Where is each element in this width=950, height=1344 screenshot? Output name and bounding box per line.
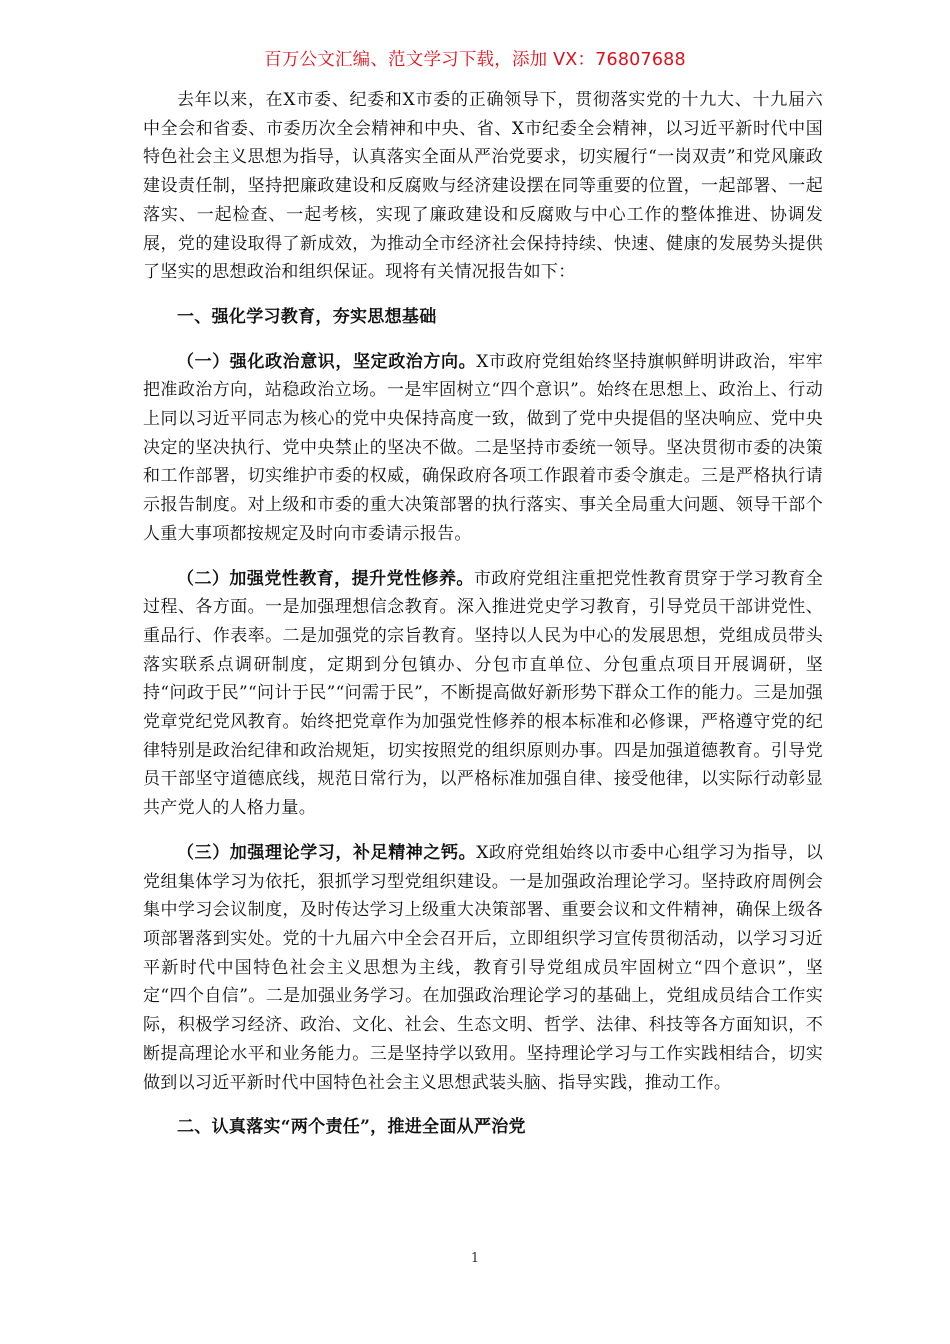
section-heading-1: 一、强化学习教育，夯实思想基础 <box>177 306 437 327</box>
item-text-2: 市政府党组注重把党性教育贯穿于学习教育全过程、各方面。一是加强理想信念教育。深入推进党史学习教育，引导党员干部讲党性、重品行、作表率。二是加强党的宗旨教育。坚持以人民为中心的发展思想，党组成员带头落实联系点调研制度，定期到分包镇办、分包市直单位、分包重点项目开展调研，坚持“问政于民”“问计于民”“问需于民”，不断提高做好新形势下群众工作的能力。三是加强党章党纪党风教育。始终把党章作为加强党性修养的根本标准和必修课，严格遵守党的纪律特别是政治纪律和政治规矩，切实按照党的组织原则办事。四是加强道德教育。引导党员干部坚守道德底线，规范日常行为，以严格标准加强自律、接受他律，以实际行动彰显共产党人的人格力量。 <box>143 568 823 819</box>
watermark-banner: 百万公文汇编、范文学习下载，添加 VX：76807688 <box>264 50 686 70</box>
document-body <box>143 86 823 1158</box>
item-lead-3: （三）加强理论学习，补足精神之钙。 <box>177 842 477 863</box>
item-lead-1: （一）强化政治意识，坚定政治方向。 <box>177 351 477 372</box>
item-lead-2: （二）加强党性教育，提升党性修养。 <box>177 568 474 589</box>
page-number: 1 <box>470 1251 480 1266</box>
section-heading-2: 二、认真落实“两个责任”，推进全面从严治党 <box>177 1117 526 1138</box>
item-text-1: X市政府党组始终坚持旗帜鲜明讲政治，牢牢把准政治方向，站稳政治立场。一是牢固树立“四个意识”。始终在思想上、政治上、行动上同以习近平同志为核心的党中央保持高度一致，做到了党中央提倡的坚决响应、党中央决定的坚决执行、党中央禁止的坚决不做。二是坚持市委统一领导。坚决贯彻市委的决策和工作部署，切实维护市委的权威，确保政府各项工作跟着市委令旗走。三是严格执行请示报告制度。对上级和市委的重大决策部署的执行落实、事关全局重大问题、领导干部个人重大事项都按规定及时向市委请示报告。 <box>143 351 823 544</box>
intro-paragraph: 去年以来，在X市委、纪委和X市委的正确领导下，贯彻落实党的十九大、十九届六中全会和省委、市委历次全会精神和中央、省、X市纪委全会精神，以习近平新时代中国特色社会主义思想为指导，认真落实全面从严治党要求，切实履行“一岗双责”和党风廉政建设责任制，坚持把廉政建设和反腐败与经济建设摆在同等重要的位置，一起部署、一起落实、一起检查、一起考核，实现了廉政建设和反腐败与中心工作的整体推进、协调发展，党的建设取得了新成效，为推动全市经济社会保持持续、快速、健康的发展势头提供了坚实的思想政治和组织保证。现将有关情况报告如下： <box>143 90 823 283</box>
item-paragraph-2 <box>143 565 823 823</box>
item-paragraph-3 <box>143 839 823 1097</box>
item-text-3: X政府党组始终以市委中心组学习为指导，以党组集体学习为依托，狠抓学习型党组织建设。一是加强政治理论学习。坚持政府周例会集中学习会议制度，及时传达学习上级重大决策部署、重要会议和文件精神，确保上级各项部署落到实处。党的十九届六中全会召开后，立即组织学习宣传贯彻活动，以学习习近平新时代中国特色社会主义思想为主线，教育引导党组成员牢固树立“四个意识”，坚定“四个自信”。二是加强业务学习。在加强政治理论学习的基础上，党组成员结合工作实际，积极学习经济、政治、文化、社会、生态文明、哲学、法律、科技等各方面知识，不断提高理论水平和业务能力。三是坚持学以致用。坚持理论学习与工作实践相结合，切实做到以习近平新时代中国特色社会主义思想武装头脑、指导实践，推动工作。 <box>143 842 823 1093</box>
item-paragraph-1 <box>143 348 823 549</box>
